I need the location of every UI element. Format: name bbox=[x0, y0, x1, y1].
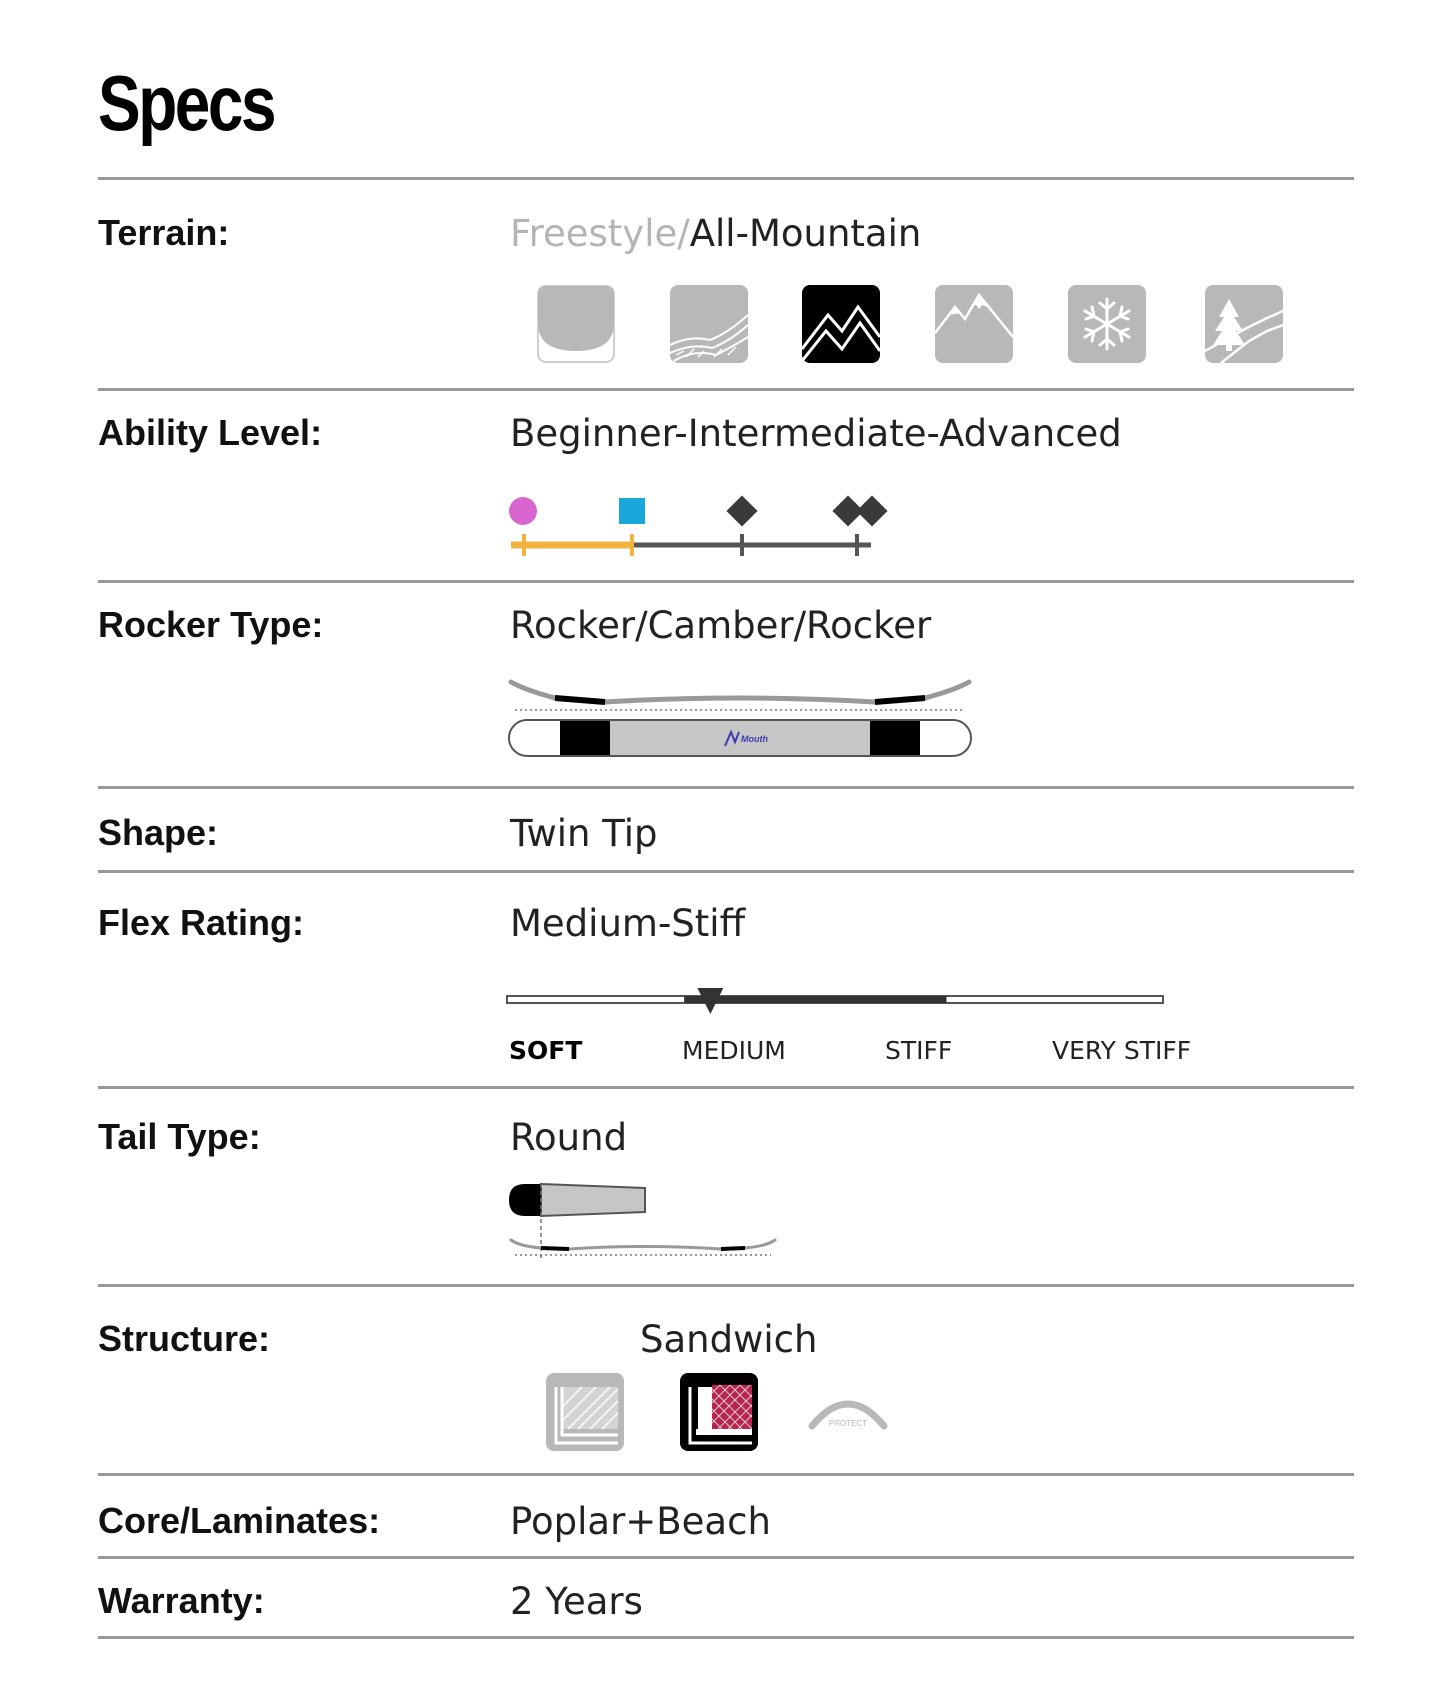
big-mountain-icon bbox=[935, 285, 1013, 363]
brand-logo: Mouth bbox=[741, 734, 768, 744]
black-diamond-icon bbox=[726, 495, 757, 526]
flex-range bbox=[684, 996, 946, 1003]
warranty-value: 2 Years bbox=[510, 1580, 643, 1623]
blue-square-icon bbox=[619, 498, 645, 524]
tail-value: Round bbox=[510, 1116, 628, 1159]
round-tail-icon bbox=[505, 1182, 785, 1262]
core-value: Poplar+Beach bbox=[510, 1500, 771, 1543]
divider bbox=[98, 1086, 1354, 1089]
rocker-label: Rocker Type: bbox=[98, 604, 324, 645]
ability-label: Ability Level: bbox=[98, 412, 323, 453]
shape-value: Twin Tip bbox=[510, 812, 658, 855]
divider bbox=[98, 786, 1354, 789]
flex-value: Medium-Stiff bbox=[510, 902, 746, 945]
divider bbox=[98, 1473, 1354, 1476]
halfpipe-icon bbox=[537, 285, 615, 363]
flex-scale-stiff: STIFF bbox=[885, 1036, 953, 1065]
protect-icon bbox=[808, 1388, 888, 1438]
terrain-label: Terrain: bbox=[98, 212, 230, 253]
green-circle-icon bbox=[509, 497, 537, 525]
flex-scale-soft: SOFT bbox=[509, 1036, 583, 1065]
divider bbox=[98, 1284, 1354, 1287]
flex-rating-scale bbox=[505, 984, 1165, 1020]
protect-label: PROTECT bbox=[828, 1419, 868, 1428]
double-black-diamond-icon bbox=[856, 495, 887, 526]
divider bbox=[98, 1636, 1354, 1639]
structure-value: Sandwich bbox=[640, 1318, 818, 1361]
cap-construction-icon bbox=[546, 1373, 624, 1451]
tail-label: Tail Type: bbox=[98, 1116, 261, 1157]
rocker-camber-rocker-icon bbox=[505, 676, 975, 766]
divider bbox=[98, 388, 1354, 391]
core-label: Core/Laminates: bbox=[98, 1500, 381, 1541]
warranty-label: Warranty: bbox=[98, 1580, 265, 1621]
park-icon bbox=[670, 285, 748, 363]
terrain-value-secondary: All-Mountain bbox=[689, 212, 922, 255]
flex-label: Flex Rating: bbox=[98, 902, 305, 943]
powder-icon bbox=[1068, 285, 1146, 363]
terrain-value-primary: Freestyle/ bbox=[510, 212, 690, 255]
backcountry-icon bbox=[1205, 285, 1283, 363]
structure-label: Structure: bbox=[98, 1318, 271, 1359]
rocker-value: Rocker/Camber/Rocker bbox=[510, 604, 932, 647]
divider bbox=[98, 870, 1354, 873]
flex-scale-very-stiff: VERY STIFF bbox=[1052, 1036, 1192, 1065]
all-mountain-icon bbox=[802, 285, 880, 363]
divider bbox=[98, 177, 1354, 180]
sandwich-construction-icon bbox=[680, 1373, 758, 1451]
ability-value: Beginner-Intermediate-Advanced bbox=[510, 412, 1122, 455]
shape-label: Shape: bbox=[98, 812, 219, 853]
page-title: Specs bbox=[98, 59, 275, 147]
flex-scale-medium: MEDIUM bbox=[682, 1036, 786, 1065]
ability-level-scale bbox=[505, 490, 895, 560]
divider bbox=[98, 1556, 1354, 1559]
divider bbox=[98, 580, 1354, 583]
terrain-value bbox=[510, 212, 921, 255]
